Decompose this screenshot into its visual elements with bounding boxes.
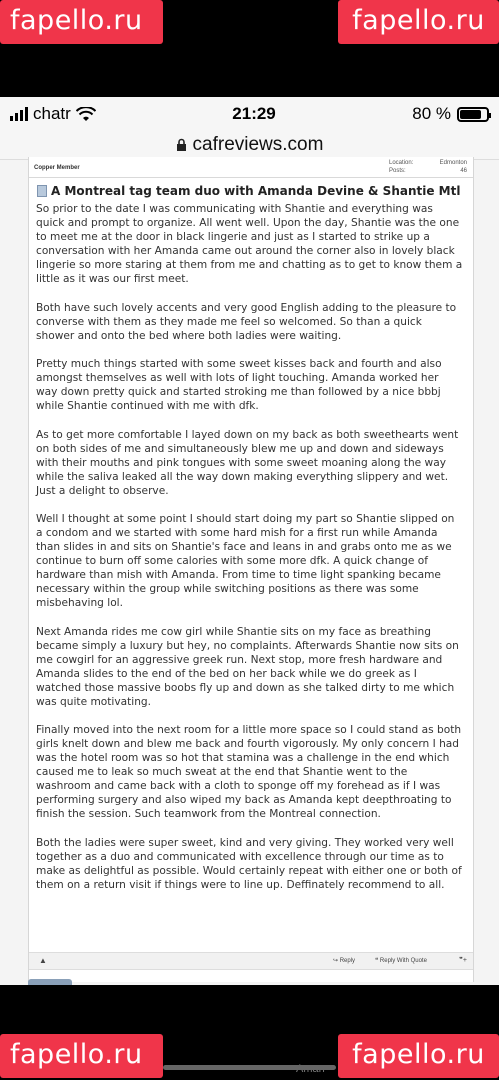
member-rank: Copper Member <box>34 165 80 171</box>
document-icon <box>37 185 47 197</box>
home-indicator[interactable] <box>163 1065 336 1070</box>
post-meta <box>29 157 473 178</box>
carrier-name: chatr <box>33 104 71 123</box>
clock: 21:29 <box>232 104 276 123</box>
watermark-bottom-left: fapello.ru <box>0 1034 163 1078</box>
post-paragraph: So prior to the date I was communicating with Shantie and everything was quick and prompt to organize. All went well. Upon the day, Shantie was the one to meet me at the door in black lingerie and just as I started to strike up a conversation with her Amanda came out around the corner also in lovely black lingerie so more staring at them from me and chatting as to get to know them a little as it was our first meet. <box>36 203 463 285</box>
url-domain: cafreviews.com <box>192 134 324 155</box>
multiquote-icon[interactable]: ❞+ <box>459 957 467 964</box>
reply-with-quote-button[interactable]: ❝ Reply With Quote <box>375 958 427 964</box>
watermark-top-left: fapello.ru <box>0 0 163 44</box>
post-body <box>29 200 473 892</box>
reply-button[interactable]: ↪ Reply <box>333 958 356 964</box>
post-paragraph: Well I thought at some point I should start doing my part so Shantie slipped on a condom and we started with some hard mish for a first run while Amanda than slides in and sits on Shantie's face and leans in and grabs onto me as we continue to burn off some calories with some more dfk. A quick change of hardware than mish with Amanda. From time to time light spanking became necessary within the group while switching positions as there was some misbehaving lol. <box>36 513 455 609</box>
reply-label: Reply <box>339 958 356 964</box>
scroll-up-icon[interactable]: ▲ <box>39 956 47 965</box>
forum-post <box>28 157 474 982</box>
page-tab <box>28 979 72 985</box>
lock-icon <box>176 138 187 152</box>
location-value: Edmonton <box>439 160 467 166</box>
post-paragraph: As to get more comfortable I layed down on my back as both sweethearts went on both sides of me and simultaneously blew me up and down and sideways with their mouths and pink tongues with some sweet moaning along the way while the saliva leaked all the way down making everything slippery and wet. Just a delight to observe. <box>36 428 459 497</box>
battery-percent: 80 % <box>412 104 451 123</box>
post-paragraph: Next Amanda rides me cow girl while Shantie sits on my face as breathing became simply a luxury but hey, no complaints. Afterwards Shantie now sits on me cowgirl for an aggressive greek run. Next stop, more fresh hardware and Amanda slides to the end of the bed on her back while we do greek as I watched those massive boobs fly up and down as she talked dirty to me which was quite motivating. <box>36 625 459 708</box>
post-title <box>29 178 473 200</box>
location-label: Location: <box>389 160 414 166</box>
watermark-top-right: fapello.ru <box>338 0 499 44</box>
post-paragraph: Both the ladies were super sweet, kind and very giving. They worked very well together as a duo and communicated with excellence through our time as to make as delightful as possible. Would certainly repeat with either one or both of them on a return visit if things were to line up. Deffinately recommend to all. <box>36 836 462 891</box>
post-title-text: A Montreal tag team duo with Amanda Devine & Shantie Mtl <box>51 184 461 198</box>
post-paragraph: Finally moved into the next room for a little more space so I could stand as both girls knelt down and blew me back and fourth vigorously. My only concern I had was the hotel room was so hot that stamina was a challenge in the end which caused me to leak so much sweat at the end that Shantie went to the washroom and came back with a cloth to sponge off my forehead as if I was performing surgery and also wiped my back as Amanda kept deepthroating to finish the session. Such teamwork from the Montreal connection. <box>36 724 462 820</box>
status-bar <box>0 97 499 131</box>
quote-label: Reply With Quote <box>379 958 427 964</box>
post-paragraph: Both have such lovely accents and very good English adding to the pleasure to converse with them as they made me feel so welcomed. So than a quick shower and onto the bed where both ladies were waiting. <box>36 301 457 342</box>
watermark-bottom-right: fapello.ru <box>338 1034 499 1078</box>
posts-label: Posts: <box>389 168 406 174</box>
address-bar[interactable] <box>0 131 499 160</box>
post-paragraph: Pretty much things started with some sweet kisses back and fourth and also amongst themselves as well with lots of light touching. Amanda worked her way down pretty quick and started stroking me than followed by a nice bbbj while Shantie continued with me with dfk. <box>36 358 442 412</box>
battery-icon <box>457 107 489 122</box>
posts-value: 46 <box>460 168 467 174</box>
signal-icon <box>10 107 28 121</box>
wifi-icon <box>76 107 96 122</box>
phone-screenshot <box>0 97 499 985</box>
post-footer <box>29 952 473 970</box>
